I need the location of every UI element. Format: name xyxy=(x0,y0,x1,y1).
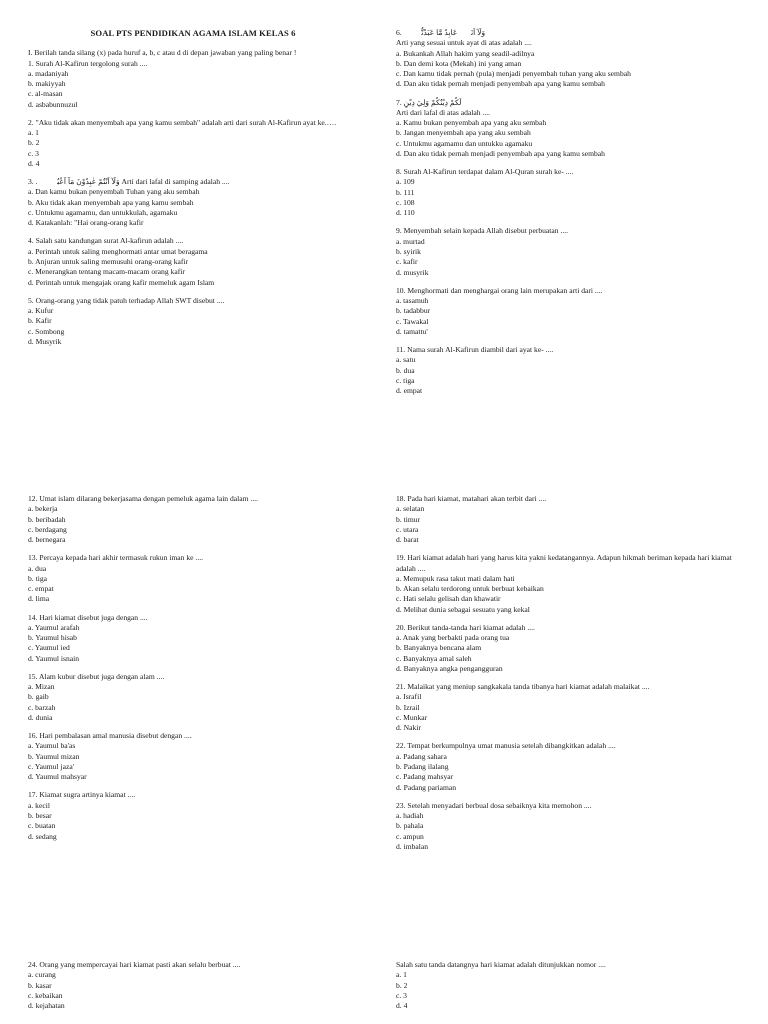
answer-option: Arti dari lafal di atas adalah .... xyxy=(396,107,491,117)
question-text: 10. Menghormati dan menghargai orang lain merupakan arti dari .... xyxy=(396,285,603,295)
question-item xyxy=(28,731,373,782)
question-item xyxy=(396,28,741,90)
question-text: 21. Malaikat yang meniup sangkakala tanda tibanya hari kiamat adalah malaikat .... xyxy=(396,682,650,692)
answer-option: b. Jangan menyembah apa yang aku sembah xyxy=(396,128,531,138)
answer-option: c. 108 xyxy=(396,198,415,208)
answer-option: a. bekerja xyxy=(28,504,58,514)
answer-option: a. Yaumul ba'as xyxy=(28,741,76,751)
answer-option: d. Katakanlah: "Hai orang-orang kafir xyxy=(28,218,144,228)
answer-option: d. 4 xyxy=(396,1001,408,1011)
question-text: 4. Salah satu kandungan surat Al-kafirun adalah .... xyxy=(28,236,184,246)
answer-option: b. 111 xyxy=(396,187,415,197)
answer-option: d. lima xyxy=(28,594,50,604)
page1-left-column xyxy=(28,28,373,355)
answer-option: c. kebaikan xyxy=(28,990,63,1000)
question-item xyxy=(28,553,373,604)
instruction-text: I. Berilah tanda silang (x) pada huruf a, b, c atau d di depan jawaban yang paling benar ! xyxy=(28,48,297,58)
answer-option: c. Untukmu agamamu dan untukku agamaku xyxy=(396,138,533,148)
question-item xyxy=(28,790,373,841)
answer-option: c. Sombong xyxy=(28,326,65,336)
answer-option: c. Banyaknya amal saleh xyxy=(396,653,472,663)
question-item xyxy=(28,59,373,110)
page3-right-column xyxy=(396,960,741,1019)
question-text: 6. وَلَآ اَنَا۠ عَابِدٌ مَّا عَبَدْتُّمْۙ xyxy=(396,28,486,37)
page1-right-column xyxy=(396,28,741,404)
answer-option: c. Untukmu agamamu, dan untukkulah, agamaku xyxy=(28,208,178,218)
question-text: 7. لَكُمْ دِيْنُكُمْ وَلِيَ دِيْنِ xyxy=(396,97,462,107)
answer-option: b. makiyyah xyxy=(28,79,66,89)
answer-option: d. Perintah untuk mengajak orang kafir memeluk agam Islam xyxy=(28,277,215,287)
question-text: 12. Umat islam dilarang bekerjasama dengan pemeluk agama lain dalam .... xyxy=(28,494,259,503)
answer-option: d. bernegara xyxy=(28,535,66,545)
question-item xyxy=(28,177,373,228)
question-item xyxy=(28,613,373,664)
answer-option: a. 1 xyxy=(28,128,39,138)
document-title: SOAL PTS PENDIDIKAN AGAMA ISLAM KELAS 6 xyxy=(90,28,296,38)
answer-option: b. Izrail xyxy=(396,702,420,712)
question-item xyxy=(396,682,741,733)
question-item xyxy=(396,98,741,160)
answer-option: d. Yaumul isnain xyxy=(28,653,80,663)
answer-option: d. Yaumul mahsyar xyxy=(28,772,87,782)
answer-option: d. imbalan xyxy=(396,841,429,851)
answer-option: b. Dan demi kota (Mekah) ini yang aman xyxy=(396,58,522,68)
question-item xyxy=(396,226,741,277)
answer-option: a. tasamuh xyxy=(396,296,429,306)
answer-option: c. buatan xyxy=(28,821,56,831)
answer-option: c. Menerangkan tentang macam-macam orang kafir xyxy=(28,267,185,277)
answer-option: b. Yaumul hisab xyxy=(28,633,77,643)
answer-option: b. syirik xyxy=(396,247,421,257)
answer-option: c. kafir xyxy=(396,257,418,267)
answer-option: c. berdagang xyxy=(28,524,67,534)
answer-option: b. Anjuran untuk saling memusuhi orang-orang kafir xyxy=(28,257,189,267)
answer-option: b. timur xyxy=(396,514,421,524)
question-text: 18. Pada hari kiamat, matahari akan terbit dari .... xyxy=(396,494,547,503)
answer-option: b. Padang ilalang xyxy=(396,762,449,772)
question-item xyxy=(28,118,373,169)
answer-option: d. empat xyxy=(396,386,423,396)
answer-option: a. 109 xyxy=(396,177,415,187)
answer-option: a. dua xyxy=(28,563,47,573)
answer-option: a. Padang sahara xyxy=(396,751,447,761)
answer-option: a. kecil xyxy=(28,800,50,810)
answer-option: b. kasar xyxy=(28,980,52,990)
question-text: 23. Setelah menyadari berbual dosa sebaiknya kita memohon .... xyxy=(396,800,592,810)
answer-option: c. Dan kamu tidak pernah (pula) menjadi penyembah tuhan yang aku sembah xyxy=(396,69,631,79)
question-item xyxy=(396,623,741,674)
answer-option: c. 3 xyxy=(396,990,407,1000)
answer-option: a. satu xyxy=(396,355,416,365)
question-item xyxy=(28,672,373,723)
answer-option: c. empat xyxy=(28,584,54,594)
answer-option: d. Nakir xyxy=(396,723,421,733)
answer-option: c. Padang mahsyar xyxy=(396,772,454,782)
question-text: 16. Hari pembalasan amal manusia disebut dengan .... xyxy=(28,731,192,741)
question-text: 9. Menyembah selain kepada Allah disebut perbuatan .... xyxy=(396,226,569,236)
answer-option: d. Melihat dunia sebagai sesuatu yang kekal xyxy=(396,604,530,614)
question-text: 3. . وَلَآ اَنْتُمْ عٰبِدُوْنَ مَآ اَعْبُدُۚ Arti dari lafal di samping adalah .... xyxy=(28,177,230,187)
question-text: 11. Nama surah Al-Kafirun diambil dari ayat ke- .... xyxy=(396,345,554,354)
answer-option: c. Yaumul jaza' xyxy=(28,762,75,772)
answer-option: c. Tawakal xyxy=(396,316,429,326)
answer-option: d. 4 xyxy=(28,159,40,169)
answer-option: a. Kamu bukan penyembah apa yang aku sembah xyxy=(396,118,547,128)
answer-option: d. kejahatan xyxy=(28,1001,65,1011)
answer-option: c. tiga xyxy=(396,375,415,385)
answer-option: c. Yaumul ied xyxy=(28,643,70,653)
question-text: Salah satu tanda datangnya hari kiamat adalah ditunjukkan nomor .... xyxy=(396,960,606,969)
answer-option: a. Dan kamu bukan penyembah Tuhan yang aku sembah xyxy=(28,187,200,197)
question-text: 24. Orang yang mempercayai hari kiamat pasti akan selalu berbuat .... xyxy=(28,960,241,969)
answer-option: a. Bukankah Allah hakim yang seadil-adilnya xyxy=(396,48,535,58)
answer-option: a. Perintah untuk saling menghormati antar umat beragama xyxy=(28,246,208,256)
question-item xyxy=(396,553,741,615)
question-text: 17. Kiamat sugra artinya kiamat .... xyxy=(28,790,136,800)
question-text: 14. Hari kiamat disebut juga dengan .... xyxy=(28,612,148,622)
answer-option: b. besar xyxy=(28,811,52,820)
answer-option: a. 1 xyxy=(396,970,407,980)
answer-option: b. Akan selalu terdorong untuk berbuat kebaikan xyxy=(396,584,544,594)
answer-option: d. sedang xyxy=(28,831,57,841)
answer-option: d. 110 xyxy=(396,208,415,218)
question-text: 15. Alam kubur disebut juga dengan alam .... xyxy=(28,671,165,681)
answer-option: a. Mizan xyxy=(28,682,55,692)
page2-left-column xyxy=(28,494,373,850)
question-text: 20. Berikut tanda-tanda hari kiamat adalah .... xyxy=(396,622,535,632)
answer-option: c. 3 xyxy=(28,148,39,158)
answer-option: a. hadiah xyxy=(396,811,424,820)
answer-option: c. al-masan xyxy=(28,89,63,99)
answer-option: b. Kafir xyxy=(28,316,52,326)
answer-option: b. tadabbur xyxy=(396,306,431,316)
question-item xyxy=(28,236,373,287)
question-text: 19. Hari kiamat adalah hari yang harus kita yakni kedatangannya. Adapun hikmah beriman kepada hari kiamat adalah .... xyxy=(396,553,732,573)
page2-right-column xyxy=(396,494,741,860)
question-item xyxy=(28,494,373,545)
question-text: 8. Surah Al-Kafirun terdapat dalam Al-Quran surah ke- .... xyxy=(396,167,574,177)
question-item xyxy=(396,801,741,852)
answer-option: a. Israfil xyxy=(396,692,422,702)
question-text: 2. "Aku tidak akan menyembah apa yang kamu sembah" adalah arti dari surah Al-Kafirun ayat ke.…. xyxy=(28,117,337,127)
answer-option: c. Hati selalu gelisah dan khawatir xyxy=(396,594,501,604)
answer-option: a. curang xyxy=(28,970,56,980)
answer-option: b. 2 xyxy=(396,980,408,990)
answer-option: d. asbabunnuzul xyxy=(28,99,78,109)
question-text: 13. Percaya kepada hari akhir termasuk rukun iman ke .... xyxy=(28,553,204,563)
answer-option: d. musyrik xyxy=(396,267,429,277)
question-item xyxy=(396,494,741,545)
question-item xyxy=(396,345,741,396)
question-text: 22. Tempat berkumpulnya umat manusia setelah dibangkitkan adalah .... xyxy=(396,741,616,751)
answer-option: Arti yang sesuai untuk ayat di atas adalah .... xyxy=(396,38,532,48)
answer-option: a. Anak yang berbakti pada orang tua xyxy=(396,633,510,643)
question-group xyxy=(28,59,373,348)
answer-option: b. beribadah xyxy=(28,514,66,524)
question-text: 5. Orang-orang yang tidak patuh terhadap Allah SWT disebut .... xyxy=(28,295,225,305)
answer-option: b. Yaumul mizan xyxy=(28,751,80,761)
answer-option: a. madaniyah xyxy=(28,68,69,78)
answer-option: a. murtad xyxy=(396,236,425,246)
answer-option: b. pahala xyxy=(396,821,424,831)
answer-option: c. ampun xyxy=(396,831,424,841)
question-item xyxy=(396,167,741,218)
answer-option: d. Banyaknya angka pengangguran xyxy=(396,664,503,674)
answer-option: d. tamattu' xyxy=(396,326,428,336)
question-item xyxy=(396,286,741,337)
answer-option: d. Padang pariaman xyxy=(396,782,457,792)
answer-option: a. Kufur xyxy=(28,306,54,316)
answer-option: b. gaib xyxy=(28,692,49,702)
page3-left-column xyxy=(28,960,373,1019)
answer-option: b. 2 xyxy=(28,138,40,148)
answer-option: c. utara xyxy=(396,524,419,534)
answer-option: c. Munkar xyxy=(396,713,428,723)
answer-option: c. barzah xyxy=(28,702,56,712)
answer-option: a. Memupuk rasa takut mati dalam hati xyxy=(396,573,515,583)
question-item xyxy=(396,960,741,1011)
answer-option: b. Aku tidak akan menyembah apa yang kamu sembah xyxy=(28,197,194,207)
question-item xyxy=(396,741,741,792)
question-item xyxy=(28,960,373,1011)
answer-option: d. dunia xyxy=(28,713,53,723)
question-text: 1. Surah Al-Kafirun tergolong surah .... xyxy=(28,58,148,68)
answer-option: b. dua xyxy=(396,365,415,375)
answer-option: b. tiga xyxy=(28,573,47,583)
answer-option: d. Dan aku tidak pernah menjadi penyembah apa yang kamu sembah xyxy=(396,79,605,89)
answer-option: d. Musyrik xyxy=(28,336,62,346)
answer-option: d. Dan aku tidak pernah menjadi penyembah apa yang kamu sembah xyxy=(396,149,605,159)
answer-option: d. barat xyxy=(396,535,419,545)
answer-option: a. selatan xyxy=(396,504,425,514)
question-item xyxy=(28,296,373,347)
answer-option: a. Yaumul arafah xyxy=(28,622,80,632)
answer-option: b. Banyaknya bencana alam xyxy=(396,643,482,653)
